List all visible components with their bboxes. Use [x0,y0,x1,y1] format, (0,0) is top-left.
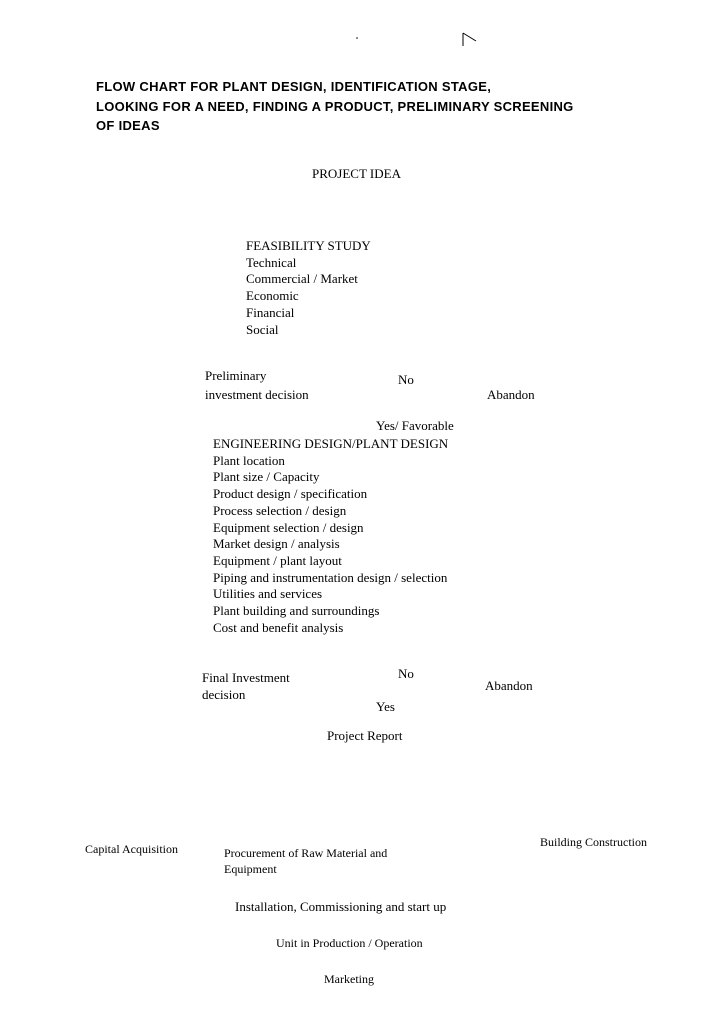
preliminary-line-2: investment decision [205,387,309,402]
flag-mark [463,33,476,46]
engineering-item: Equipment / plant layout [213,552,342,568]
engineering-item: Cost and benefit analysis [213,619,344,635]
feasibility-item: Economic [246,288,299,304]
engineering-item: Piping and instrumentation design / selection [213,569,448,585]
installation-label: Installation, Commissioning and start up [235,899,447,914]
engineering-item: Process selection / design [213,502,347,518]
feasibility-item: Commercial / Market [246,271,358,287]
project-report-label: Project Report [327,728,403,743]
building-construction-label: Building Construction [540,835,648,849]
procurement-line-1: Procurement of Raw Material and [224,846,388,860]
capital-acquisition-label: Capital Acquisition [85,842,178,856]
feasibility-item: Social [246,321,279,337]
stray-dot [356,37,358,39]
preliminary-no-label: No [398,372,414,387]
preliminary-decision [205,366,309,404]
engineering-design-box [213,436,448,636]
final-no-label: No [398,666,414,681]
final-line-1: Final Investment [202,670,290,685]
title-line-3: OF IDEAS [96,118,160,133]
engineering-item: Plant location [213,452,285,468]
title-line-2: LOOKING FOR A NEED, FINDING A PRODUCT, PRELIMINARY SCREENING [96,98,574,114]
engineering-item: Plant building and surroundings [213,603,380,619]
feasibility-study-box [246,238,371,338]
marketing-label: Marketing [324,972,374,986]
unit-production-label: Unit in Production / Operation [276,936,423,950]
feasibility-item: Financial [246,304,295,320]
feasibility-heading: FEASIBILITY STUDY [246,238,371,253]
engineering-item: Utilities and services [213,586,323,602]
engineering-item: Product design / specification [213,486,368,502]
project-idea-label: PROJECT IDEA [312,166,401,181]
title-line-1: FLOW CHART FOR PLANT DESIGN, IDENTIFICATION STAGE, [96,79,492,94]
engineering-item: Equipment selection / design [213,519,364,535]
feasibility-item: Technical [246,254,297,270]
preliminary-yes-label: Yes/ Favorable [376,418,454,433]
final-line-2: decision [202,686,246,702]
procurement-box [224,846,387,877]
preliminary-line-1: Preliminary [205,368,267,383]
procurement-line-2: Equipment [224,861,277,876]
final-investment-decision [202,670,290,703]
engineering-item: Plant size / Capacity [213,469,320,485]
page-title [96,77,696,136]
final-abandon-label: Abandon [485,678,533,693]
engineering-item: Market design / analysis [213,536,340,552]
final-yes-label: Yes [376,699,395,714]
preliminary-abandon-label: Abandon [487,387,535,402]
engineering-heading: ENGINEERING DESIGN/PLANT DESIGN [213,436,449,451]
